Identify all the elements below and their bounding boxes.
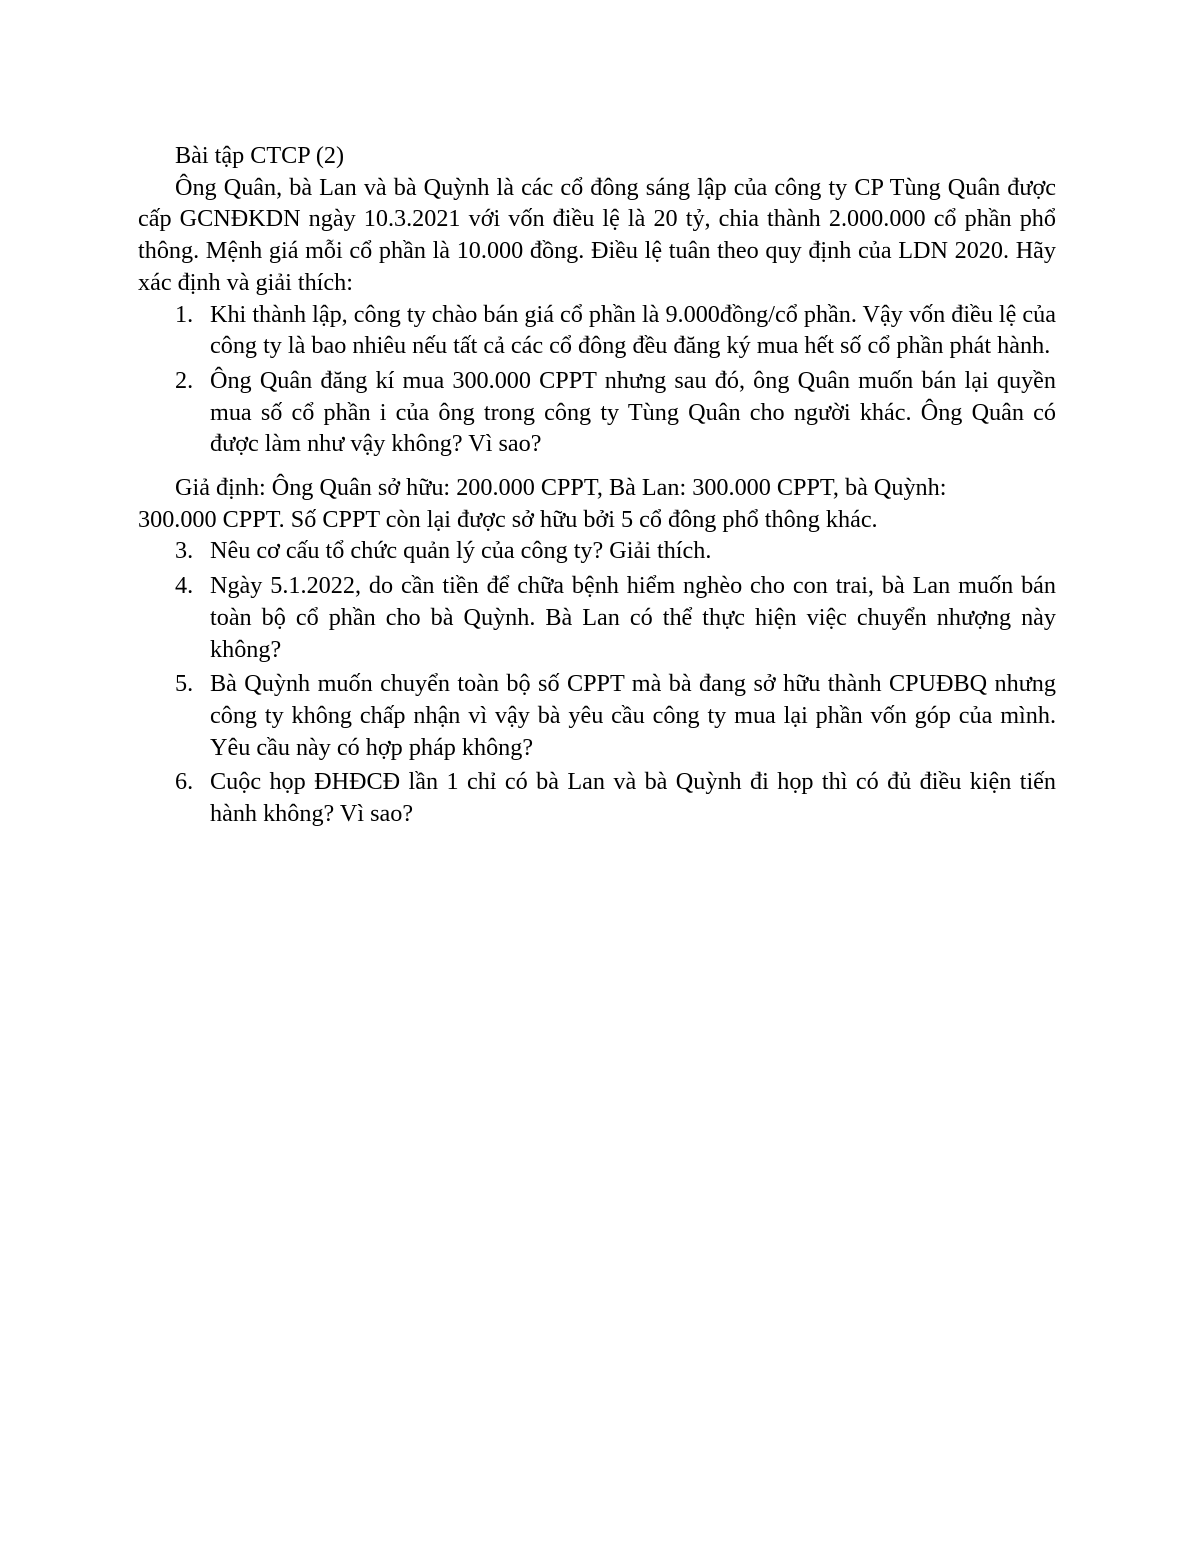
assumption-line-2: 300.000 CPPT. Số CPPT còn lại được sở hữu bởi 5 cổ đông phổ thông khác. — [138, 505, 878, 533]
question-item — [138, 668, 1056, 763]
question-item — [138, 299, 1056, 362]
assumption-paragraph — [138, 472, 1056, 535]
question-item — [138, 570, 1056, 665]
question-text: Ngày 5.1.2022, do cần tiền để chữa bệnh hiểm nghèo cho con trai, bà Lan muốn bán toàn bộ cổ phần cho bà Quỳnh. Bà Lan có thể thực hiện việc chuyển nhượng này không? — [210, 572, 1056, 663]
question-text: Bà Quỳnh muốn chuyển toàn bộ số CPPT mà bà đang sở hữu thành CPUĐBQ nhưng công ty không chấp nhận vì vậy bà yêu cầu công ty mua lại phần vốn góp của mình. Yêu cầu này có hợp pháp không? — [210, 670, 1056, 761]
question-item — [138, 766, 1056, 829]
assumption-line-1: Giả định: Ông Quân sở hữu: 200.000 CPPT, Bà Lan: 300.000 CPPT, bà Quỳnh: — [175, 474, 947, 502]
question-number: 5. — [175, 670, 194, 698]
question-number: 4. — [175, 572, 194, 600]
question-text: Nêu cơ cấu tổ chức quản lý của công ty? Giải thích. — [210, 537, 712, 565]
question-item — [138, 365, 1056, 460]
question-list-part1 — [138, 299, 1056, 461]
question-item — [138, 535, 1056, 567]
question-number: 3. — [175, 537, 194, 565]
intro-paragraph: Ông Quân, bà Lan và bà Quỳnh là các cổ đông sáng lập của công ty CP Tùng Quân được cấp GCNĐKDN ngày 10.3.2021 với vốn điều lệ là 20 tỷ, chia thành 2.000.000 cổ phần phổ thông. Mệnh giá mỗi cổ phần là 10.000 đồng. Điều lệ tuân theo quy định của LDN 2020. Hãy xác định và giải thích: — [138, 173, 1056, 296]
question-number: 6. — [175, 768, 194, 796]
question-number: 1. — [175, 300, 194, 328]
question-text: Cuộc họp ĐHĐCĐ lần 1 chỉ có bà Lan và bà Quỳnh đi họp thì có đủ điều kiện tiến hành không? Vì sao? — [210, 768, 1056, 828]
document-title: Bài tập CTCP (2) — [175, 142, 345, 169]
question-number: 2. — [175, 366, 194, 394]
question-text: Khi thành lập, công ty chào bán giá cổ phần là 9.000đồng/cổ phần. Vậy vốn điều lệ của công ty là bao nhiêu nếu tất cả các cổ đông đều đăng ký mua hết số cổ phần phát hành. — [210, 300, 1056, 360]
document-body — [138, 140, 1056, 833]
question-list-part2 — [138, 535, 1056, 829]
question-text: Ông Quân đăng kí mua 300.000 CPPT nhưng sau đó, ông Quân muốn bán lại quyền mua số cổ phần i của ông trong công ty Tùng Quân cho người khác. Ông Quân có được làm như vậy không? Vì sao? — [210, 366, 1056, 458]
